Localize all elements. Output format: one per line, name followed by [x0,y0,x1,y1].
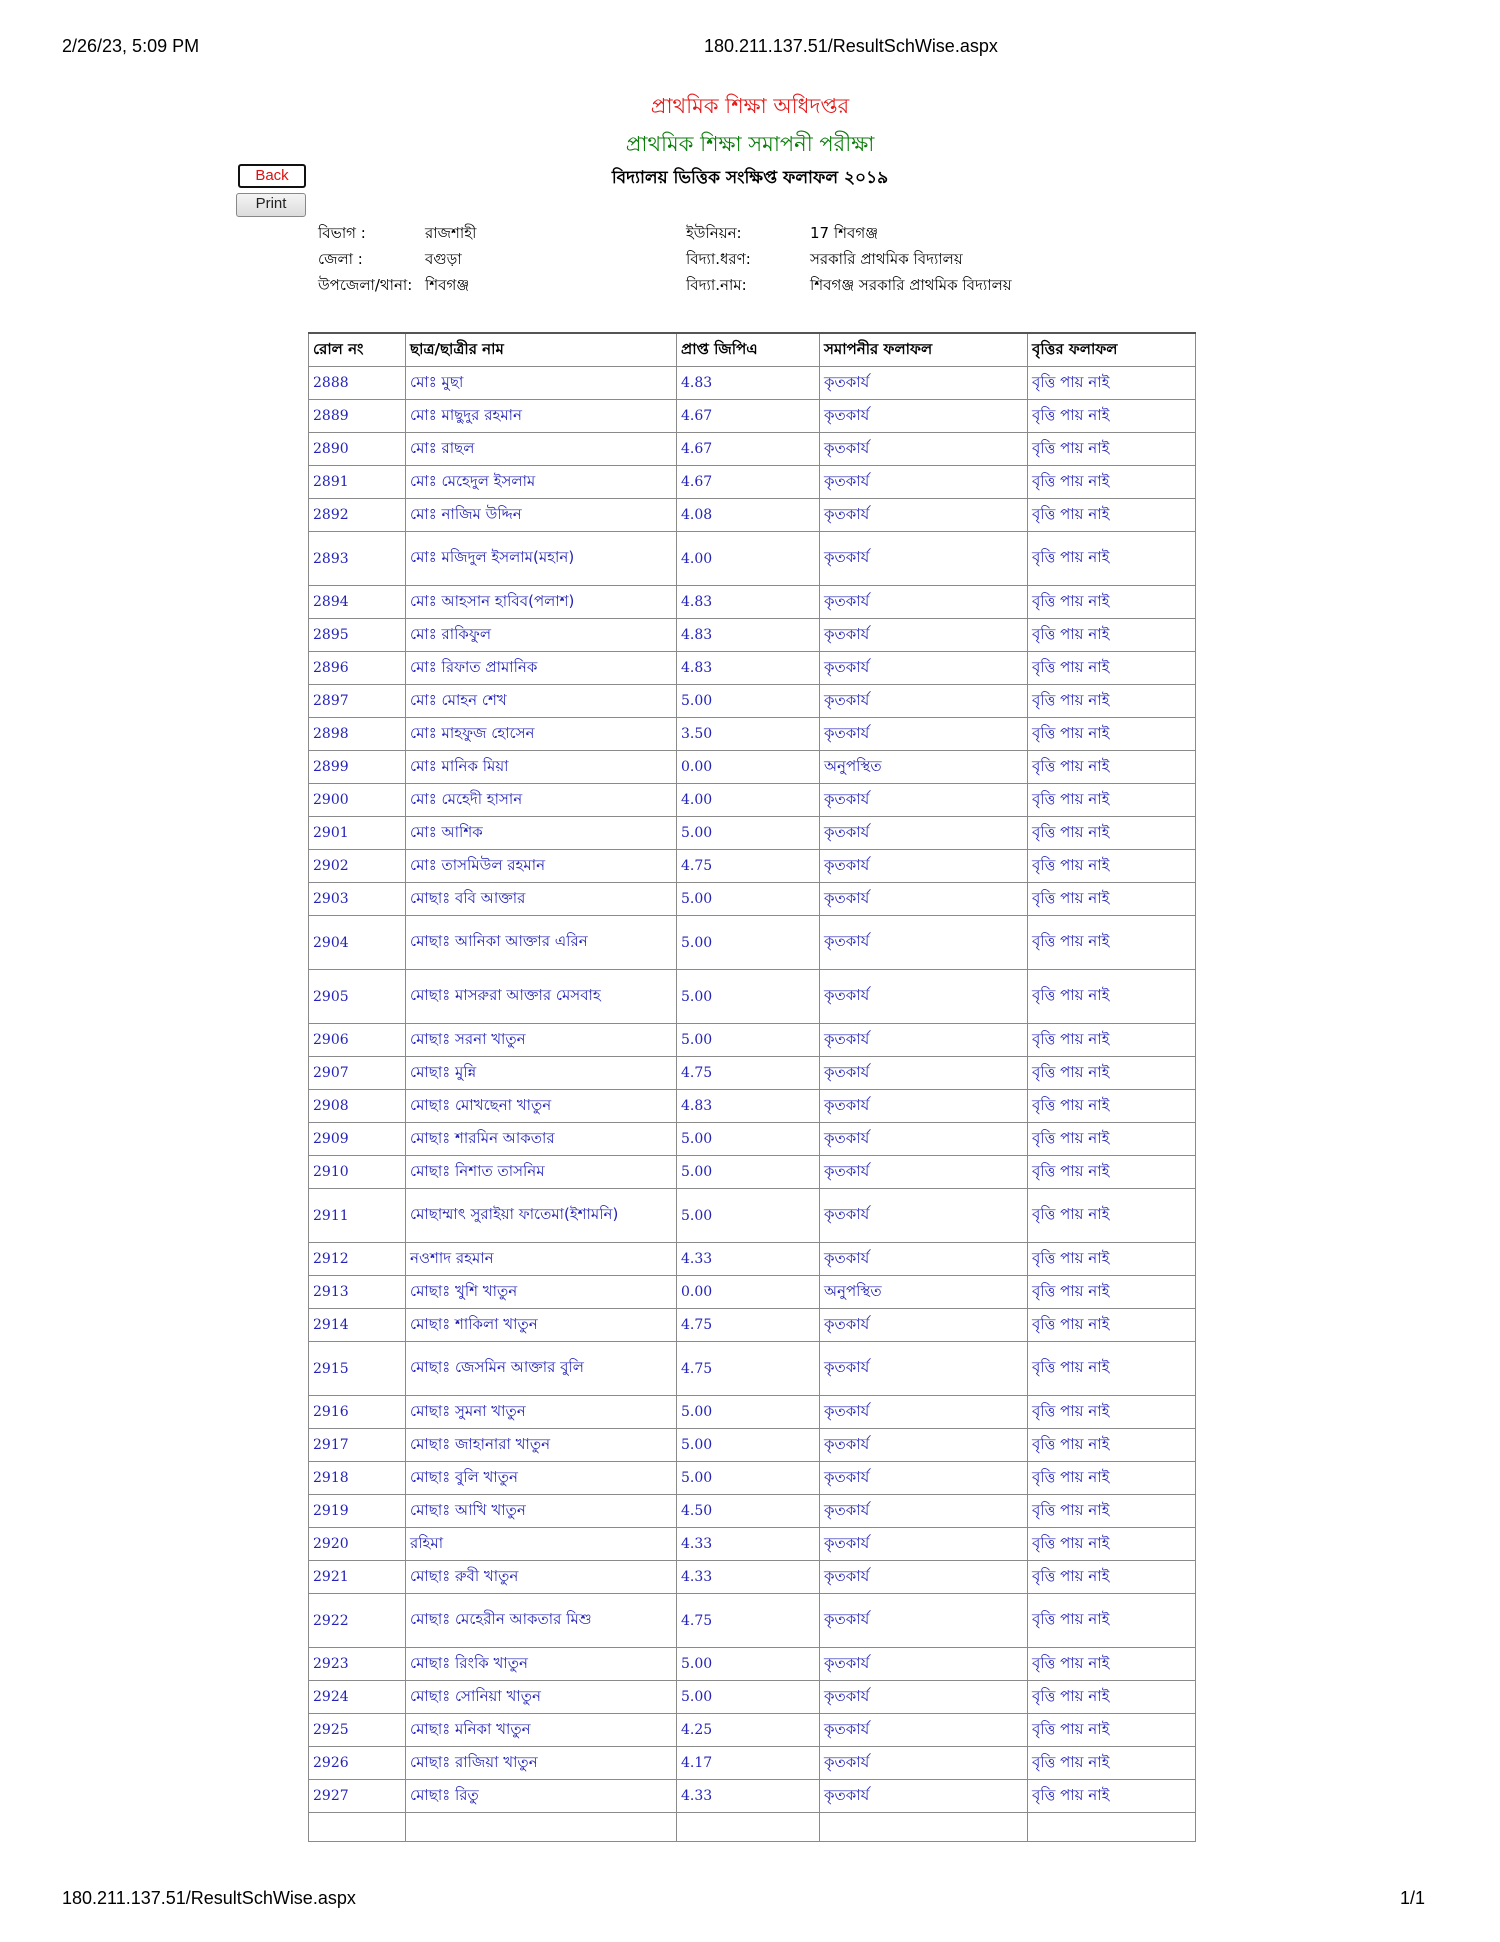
roll-cell: 2920 [309,1528,406,1561]
empty-cell [1028,1813,1196,1842]
table-row [309,400,1196,433]
scholarship-cell: বৃত্তি পায় নাই [1028,466,1196,499]
name-cell: মোছাম্মাৎ সুরাইয়া ফাতেমা(ইশামনি) [406,1189,677,1243]
gpa-cell: 5.00 [677,1156,820,1189]
roll-cell: 2926 [309,1747,406,1780]
roll-cell: 2901 [309,817,406,850]
result-cell: কৃতকার্য [820,1561,1028,1594]
gpa-cell: 4.33 [677,1528,820,1561]
roll-cell: 2896 [309,652,406,685]
roll-cell: 2905 [309,970,406,1024]
gpa-cell: 0.00 [677,1276,820,1309]
gpa-cell: 5.00 [677,817,820,850]
table-row [309,433,1196,466]
roll-cell: 2921 [309,1561,406,1594]
table-row [309,1429,1196,1462]
school-type-label: বিদ্যা.ধরণ: [686,250,751,268]
exam-title: প্রাথমিক শিক্ষা সমাপনী পরীক্ষা [625,132,875,156]
scholarship-cell: বৃত্তি পায় নাই [1028,400,1196,433]
table-row [309,916,1196,970]
gpa-cell: 4.08 [677,499,820,532]
result-cell: কৃতকার্য [820,685,1028,718]
scholarship-cell: বৃত্তি পায় নাই [1028,970,1196,1024]
name-cell: মোছাঃ শারমিন আকতার [406,1123,677,1156]
table-row [309,499,1196,532]
empty-cell [677,1813,820,1842]
scholarship-cell: বৃত্তি পায় নাই [1028,1780,1196,1813]
scholarship-cell: বৃত্তি পায় নাই [1028,652,1196,685]
table-row [309,784,1196,817]
table-row [309,1714,1196,1747]
gpa-cell: 4.17 [677,1747,820,1780]
result-cell: কৃতকার্য [820,532,1028,586]
gpa-cell: 4.75 [677,850,820,883]
gpa-cell: 4.33 [677,1780,820,1813]
roll-cell: 2915 [309,1342,406,1396]
union-value: 17 শিবগঞ্জ [810,224,879,242]
name-cell: মোঃ আহসান হাবিব(পলাশ) [406,586,677,619]
scholarship-cell: বৃত্তি পায় নাই [1028,1594,1196,1648]
result-cell: কৃতকার্য [820,1243,1028,1276]
roll-cell: 2907 [309,1057,406,1090]
name-cell: মোঃ মোহন শেখ [406,685,677,718]
gpa-cell: 4.83 [677,367,820,400]
table-row [309,1747,1196,1780]
result-cell: কৃতকার্য [820,1090,1028,1123]
roll-cell: 2893 [309,532,406,586]
scholarship-cell: বৃত্তি পায় নাই [1028,685,1196,718]
result-cell: কৃতকার্য [820,1429,1028,1462]
upazila-label: উপজেলা/থানা: [318,276,413,294]
empty-cell [309,1813,406,1842]
name-cell: মোছাঃ বুলি খাতুন [406,1462,677,1495]
table-row [309,1156,1196,1189]
roll-cell: 2888 [309,367,406,400]
scholarship-cell: বৃত্তি পায় নাই [1028,1747,1196,1780]
table-row [309,1528,1196,1561]
table-row [309,1090,1196,1123]
gpa-cell: 5.00 [677,1462,820,1495]
roll-cell: 2904 [309,916,406,970]
gpa-cell: 5.00 [677,916,820,970]
roll-cell: 2919 [309,1495,406,1528]
roll-cell: 2903 [309,883,406,916]
result-cell: কৃতকার্য [820,400,1028,433]
name-cell: মোছাঃ সুমনা খাতুন [406,1396,677,1429]
roll-cell: 2917 [309,1429,406,1462]
gpa-cell: 5.00 [677,1396,820,1429]
table-row [309,652,1196,685]
gpa-cell: 0.00 [677,751,820,784]
result-cell: কৃতকার্য [820,784,1028,817]
name-cell: মোছাঃ মুন্নি [406,1057,677,1090]
gpa-cell: 4.75 [677,1594,820,1648]
result-cell: কৃতকার্য [820,499,1028,532]
name-cell: মোছাঃ জাহানারা খাতুন [406,1429,677,1462]
gpa-cell: 4.50 [677,1495,820,1528]
name-cell: মোঃ মাছুদুর রহমান [406,400,677,433]
name-cell: মোছাঃ আখি খাতুন [406,1495,677,1528]
gpa-cell: 4.83 [677,1090,820,1123]
gpa-cell: 5.00 [677,1429,820,1462]
empty-cell [406,1813,677,1842]
name-cell: মোছাঃ খুশি খাতুন [406,1276,677,1309]
result-cell: কৃতকার্য [820,466,1028,499]
upazila-value: শিবগঞ্জ [425,276,470,294]
table-row [309,1057,1196,1090]
result-cell: কৃতকার্য [820,586,1028,619]
gpa-cell: 5.00 [677,1123,820,1156]
print-datetime: 2/26/23, 5:09 PM [62,36,200,56]
scholarship-cell: বৃত্তি পায় নাই [1028,916,1196,970]
name-cell: মোছাঃ রুবী খাতুন [406,1561,677,1594]
union-label: ইউনিয়ন: [686,224,742,242]
roll-cell: 2902 [309,850,406,883]
scholarship-cell: বৃত্তি পায় নাই [1028,433,1196,466]
name-cell: মোঃ মাহফুজ হোসেন [406,718,677,751]
roll-cell: 2892 [309,499,406,532]
header-name: ছাত্র/ছাত্রীর নাম [406,333,677,367]
gpa-cell: 4.00 [677,784,820,817]
table-row [309,970,1196,1024]
empty-cell [820,1813,1028,1842]
roll-cell: 2909 [309,1123,406,1156]
table-row [309,466,1196,499]
name-cell: মোছাঃ মোখছেনা খাতুন [406,1090,677,1123]
scholarship-cell: বৃত্তি পায় নাই [1028,367,1196,400]
name-cell: মোছাঃ রিতু [406,1780,677,1813]
division-value: রাজশাহী [425,224,477,242]
name-cell: মোছাঃ জেসমিন আক্তার বুলি [406,1342,677,1396]
result-cell: কৃতকার্য [820,970,1028,1024]
table-row [309,1396,1196,1429]
scholarship-cell: বৃত্তি পায় নাই [1028,1648,1196,1681]
scholarship-cell: বৃত্তি পায় নাই [1028,1156,1196,1189]
result-cell: কৃতকার্য [820,1528,1028,1561]
name-cell: মোঃ রাছল [406,433,677,466]
scholarship-cell: বৃত্তি পায় নাই [1028,1714,1196,1747]
roll-cell: 2900 [309,784,406,817]
name-cell: মোছাঃ শাকিলা খাতুন [406,1309,677,1342]
result-cell: কৃতকার্য [820,619,1028,652]
result-cell: কৃতকার্য [820,1396,1028,1429]
scholarship-cell: বৃত্তি পায় নাই [1028,1123,1196,1156]
table-row [309,1495,1196,1528]
gpa-cell: 4.00 [677,532,820,586]
table-row [309,1681,1196,1714]
table-row [309,1594,1196,1648]
gpa-cell: 5.00 [677,1648,820,1681]
gpa-cell: 5.00 [677,685,820,718]
name-cell: মোছাঃ রিংকি খাতুন [406,1648,677,1681]
result-cell: কৃতকার্য [820,1189,1028,1243]
roll-cell: 2925 [309,1714,406,1747]
name-cell: মোছাঃ নিশাত তাসনিম [406,1156,677,1189]
table-row [309,1561,1196,1594]
result-cell: কৃতকার্য [820,367,1028,400]
gpa-cell: 4.83 [677,652,820,685]
scholarship-cell: বৃত্তি পায় নাই [1028,619,1196,652]
district-label: জেলা : [318,250,363,268]
header-roll: রোল নং [309,333,406,367]
result-cell: কৃতকার্য [820,1309,1028,1342]
back-button[interactable]: Back [238,164,306,188]
scholarship-cell: বৃত্তি পায় নাই [1028,1462,1196,1495]
table-row [309,1243,1196,1276]
roll-cell: 2891 [309,466,406,499]
name-cell: মোঃ মজিদুল ইসলাম(মহান) [406,532,677,586]
scholarship-cell: বৃত্তি পায় নাই [1028,1276,1196,1309]
name-cell: মোঃ মেহেদুল ইসলাম [406,466,677,499]
scholarship-cell: বৃত্তি পায় নাই [1028,784,1196,817]
roll-cell: 2923 [309,1648,406,1681]
result-cell: কৃতকার্য [820,1057,1028,1090]
gpa-cell: 5.00 [677,883,820,916]
name-cell: মোছাঃ মাসরুরা আক্তার মেসবাহ [406,970,677,1024]
table-row [309,1276,1196,1309]
table-row [309,367,1196,400]
report-title: বিদ্যালয় ভিত্তিক সংক্ষিপ্ত ফলাফল ২০১৯ [611,168,889,188]
scholarship-cell: বৃত্তি পায় নাই [1028,1024,1196,1057]
gpa-cell: 5.00 [677,1681,820,1714]
roll-cell: 2927 [309,1780,406,1813]
scholarship-cell: বৃত্তি পায় নাই [1028,817,1196,850]
scholarship-cell: বৃত্তি পায় নাই [1028,883,1196,916]
name-cell: মোছাঃ রাজিয়া খাতুন [406,1747,677,1780]
table-row [309,1309,1196,1342]
scholarship-cell: বৃত্তি পায় নাই [1028,1090,1196,1123]
roll-cell: 2911 [309,1189,406,1243]
result-cell: কৃতকার্য [820,1681,1028,1714]
gpa-cell: 4.75 [677,1342,820,1396]
roll-cell: 2912 [309,1243,406,1276]
scholarship-cell: বৃত্তি পায় নাই [1028,1342,1196,1396]
roll-cell: 2889 [309,400,406,433]
table-row [309,1024,1196,1057]
table-row [309,718,1196,751]
gpa-cell: 4.67 [677,400,820,433]
gpa-cell: 5.00 [677,1189,820,1243]
scholarship-cell: বৃত্তি পায় নাই [1028,1495,1196,1528]
roll-cell: 2914 [309,1309,406,1342]
scholarship-cell: বৃত্তি পায় নাই [1028,1189,1196,1243]
result-cell: কৃতকার্য [820,850,1028,883]
name-cell: মোঃ রিফাত প্রামানিক [406,652,677,685]
school-name-label: বিদ্যা.নাম: [686,276,747,294]
scholarship-cell: বৃত্তি পায় নাই [1028,1561,1196,1594]
roll-cell: 2890 [309,433,406,466]
table-row [309,1462,1196,1495]
name-cell: মোঃ আশিক [406,817,677,850]
gpa-cell: 5.00 [677,1024,820,1057]
roll-cell: 2916 [309,1396,406,1429]
school-name-value: শিবগঞ্জ সরকারি প্রাথমিক বিদ্যালয় [810,276,1012,294]
name-cell: নওশাদ রহমান [406,1243,677,1276]
name-cell: মোছাঃ মেহেরীন আকতার মিশু [406,1594,677,1648]
gpa-cell: 4.33 [677,1243,820,1276]
footer-page-number: 1/1 [1400,1888,1426,1908]
gpa-cell: 4.75 [677,1057,820,1090]
gpa-cell: 4.25 [677,1714,820,1747]
scholarship-cell: বৃত্তি পায় নাই [1028,1243,1196,1276]
scholarship-cell: বৃত্তি পায় নাই [1028,718,1196,751]
scholarship-cell: বৃত্তি পায় নাই [1028,1396,1196,1429]
name-cell: মোঃ মেহেদী হাসান [406,784,677,817]
name-cell: মোছাঃ মনিকা খাতুন [406,1714,677,1747]
table-row [309,1648,1196,1681]
header-gpa: প্রাপ্ত জিপিএ [677,333,820,367]
result-cell: কৃতকার্য [820,817,1028,850]
division-label: বিভাগ : [318,224,366,242]
name-cell: রহিমা [406,1528,677,1561]
result-cell: কৃতকার্য [820,1648,1028,1681]
name-cell: মোছাঃ সোনিয়া খাতুন [406,1681,677,1714]
gpa-cell: 4.75 [677,1309,820,1342]
empty-row [309,1813,1196,1842]
result-cell: কৃতকার্য [820,1594,1028,1648]
name-cell: মোঃ মুছা [406,367,677,400]
table-row [309,532,1196,586]
roll-cell: 2899 [309,751,406,784]
result-cell: কৃতকার্য [820,916,1028,970]
table-row [309,1780,1196,1813]
gpa-cell: 4.83 [677,619,820,652]
name-cell: মোঃ রাকিফুল [406,619,677,652]
table-row [309,619,1196,652]
scholarship-cell: বৃত্তি পায় নাই [1028,532,1196,586]
table-row [309,751,1196,784]
result-cell: কৃতকার্য [820,1747,1028,1780]
result-cell: কৃতকার্য [820,652,1028,685]
name-cell: মোঃ তাসমিউল রহমান [406,850,677,883]
footer-url: 180.211.137.51/ResultSchWise.aspx [62,1888,356,1908]
name-cell: মোছাঃ সরনা খাতুন [406,1024,677,1057]
roll-cell: 2922 [309,1594,406,1648]
result-cell: কৃতকার্য [820,1714,1028,1747]
table-row [309,850,1196,883]
scholarship-cell: বৃত্তি পায় নাই [1028,1057,1196,1090]
table-row [309,685,1196,718]
gpa-cell: 4.83 [677,586,820,619]
scholarship-cell: বৃত্তি পায় নাই [1028,1309,1196,1342]
results-table [308,332,1196,1842]
name-cell: মোঃ নাজিম উদ্দিন [406,499,677,532]
result-cell: কৃতকার্য [820,1156,1028,1189]
roll-cell: 2910 [309,1156,406,1189]
scholarship-cell: বৃত্তি পায় নাই [1028,751,1196,784]
result-cell: কৃতকার্য [820,433,1028,466]
gpa-cell: 4.33 [677,1561,820,1594]
roll-cell: 2906 [309,1024,406,1057]
table-header-row [309,333,1196,367]
result-cell: কৃতকার্য [820,1024,1028,1057]
gpa-cell: 4.67 [677,466,820,499]
table-row [309,1123,1196,1156]
result-cell: কৃতকার্য [820,1123,1028,1156]
header-scholarship: বৃত্তির ফলাফল [1028,333,1196,367]
scholarship-cell: বৃত্তি পায় নাই [1028,850,1196,883]
roll-cell: 2894 [309,586,406,619]
result-cell: কৃতকার্য [820,1462,1028,1495]
roll-cell: 2895 [309,619,406,652]
table-row [309,817,1196,850]
result-cell: অনুপস্থিত [820,1276,1028,1309]
table-row [309,586,1196,619]
print-url: 180.211.137.51/ResultSchWise.aspx [704,36,998,56]
roll-cell: 2898 [309,718,406,751]
result-cell: অনুপস্থিত [820,751,1028,784]
result-cell: কৃতকার্য [820,883,1028,916]
scholarship-cell: বৃত্তি পায় নাই [1028,1528,1196,1561]
name-cell: মোছাঃ ববি আক্তার [406,883,677,916]
scholarship-cell: বৃত্তি পায় নাই [1028,499,1196,532]
roll-cell: 2913 [309,1276,406,1309]
scholarship-cell: বৃত্তি পায় নাই [1028,586,1196,619]
roll-cell: 2908 [309,1090,406,1123]
gpa-cell: 4.67 [677,433,820,466]
gpa-cell: 3.50 [677,718,820,751]
school-type-value: সরকারি প্রাথমিক বিদ্যালয় [810,250,963,268]
scholarship-cell: বৃত্তি পায় নাই [1028,1681,1196,1714]
result-cell: কৃতকার্য [820,1780,1028,1813]
gpa-cell: 5.00 [677,970,820,1024]
table-row [309,883,1196,916]
scholarship-cell: বৃত্তি পায় নাই [1028,1429,1196,1462]
table-row [309,1189,1196,1243]
name-cell: মোঃ মানিক মিয়া [406,751,677,784]
header-result: সমাপনীর ফলাফল [820,333,1028,367]
table-body [309,367,1196,1842]
district-value: বগুড়া [425,250,462,268]
table-row [309,1342,1196,1396]
result-cell: কৃতকার্য [820,1342,1028,1396]
roll-cell: 2897 [309,685,406,718]
result-cell: কৃতকার্য [820,1495,1028,1528]
department-title: প্রাথমিক শিক্ষা অধিদপ্তর [650,94,850,118]
result-cell: কৃতকার্য [820,718,1028,751]
name-cell: মোছাঃ আনিকা আক্তার এরিন [406,916,677,970]
roll-cell: 2918 [309,1462,406,1495]
print-button[interactable]: Print [236,193,306,217]
roll-cell: 2924 [309,1681,406,1714]
